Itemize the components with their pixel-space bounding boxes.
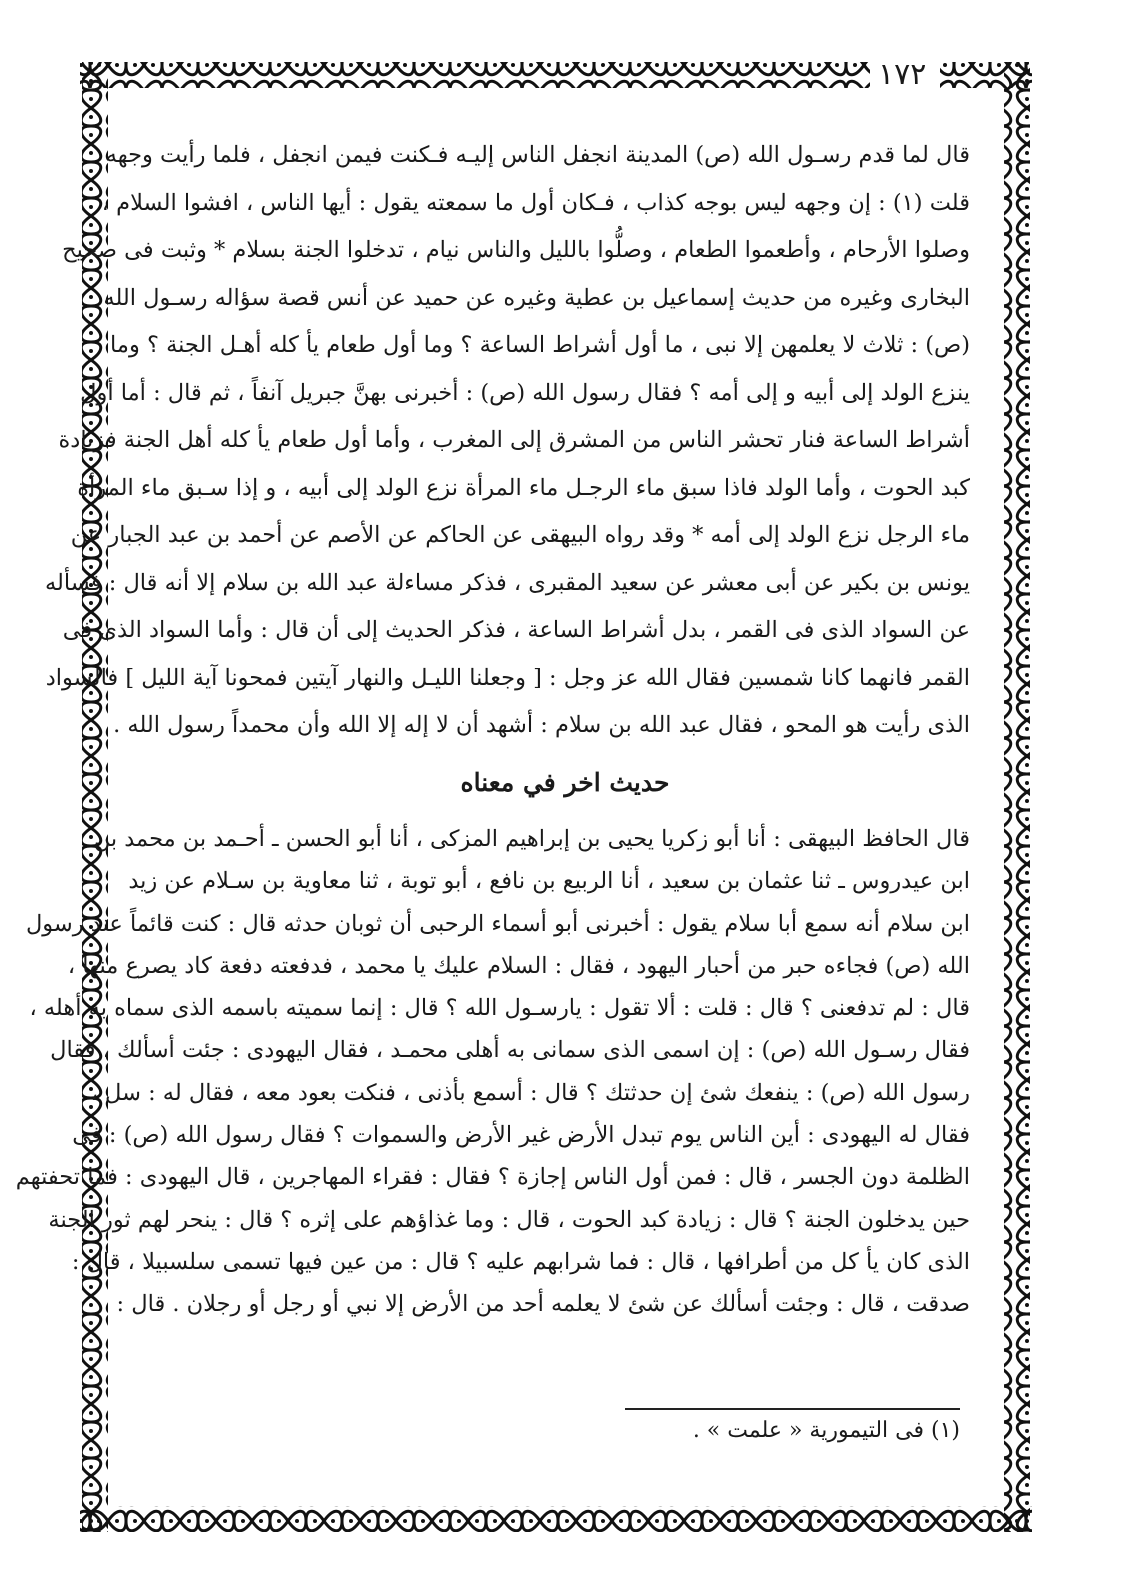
- section-heading: حديث اخر في معناه: [460, 768, 670, 797]
- text-line: فقال رسـول الله (ص) : إن اسمى الذى سمانى به أهلى محمـد ، فقال اليهودى : جئت أسألك ، فقال: [50, 1037, 970, 1064]
- text-line: قال الحافظ البيهقى : أنا أبو زكريا يحيى بن إبراهيم المزكى ، أنا أبو الحسن ـ أحـمد بن محمد بن: [93, 826, 970, 852]
- paragraph-2: [15, 818, 970, 1326]
- text-line: فقال له اليهودى : أين الناس يوم تبدل الأرض غير الأرض والسموات ؟ فقال رسول الله (ص) : فى: [72, 1122, 970, 1149]
- text-line: قال : لم تدفعنى ؟ قال : قلت : ألا تقول : يارسـول الله ؟ قال : إنما سميته باسمه الذى سماه به أهله ،: [29, 995, 970, 1022]
- text-line: عن السواد الذى فى القمر ، بدل أشراط الساعة ، فذكر الحديث إلى أن قال : وأما السواد الذى فى: [62, 617, 970, 643]
- paragraph-1: [44, 132, 970, 750]
- border-bottom: [80, 1506, 1032, 1532]
- border-right: [1004, 62, 1030, 1532]
- text-line: قلت (١) : إن وجهه ليس بوجه كذاب ، فـكان أول ما سمعته يقول : أيها الناس ، افشوا السلام ،: [101, 189, 970, 216]
- text-line: أشراط الساعة فنار تحشر الناس من المشرق إلى المغرب ، وأما أول طعام يأ كله أهل الجنة فزيادة: [58, 427, 970, 453]
- text-line: (ص) : ثلاث لا يعلمهن إلا نبى ، ما أول أشراط الساعة ؟ وما أول طعام يأ كله أهـل الجنة ؟ وما: [110, 332, 970, 358]
- text-line: القمر فانهما كانا شمسين فقال الله عز وجل : [ وجعلنا الليـل والنهار آيتين فمحونا آية الليل ] فالسواد: [45, 664, 970, 691]
- footnote: (١) فى التيمورية « علمت » .: [692, 1418, 960, 1443]
- text-line: البخارى وغيره من حديث إسماعيل بن عطية وغيره عن حميد عن أنس قصة سؤاله رسـول الله: [103, 284, 970, 311]
- text-line: حين يدخلون الجنة ؟ قال : زيادة كبد الحوت ، قال : وما غذاؤهم على إثره ؟ قال : ينحر لهم ثور الجنة: [48, 1206, 970, 1233]
- text-line: ابن عيدروس ـ ثنا عثمان بن سعيد ، أنا الربيع بن نافع ، أبو توبة ، ثنا معاوية بن سـلام عن زيد: [128, 868, 970, 895]
- text-line: قال لما قدم رسـول الله (ص) المدينة انجفل الناس إليـه فـكنت فيمن انجفل ، فلما رأيت وجهه: [105, 142, 970, 168]
- text-line: يونس بن بكير عن أبى معشر عن سعيد المقبرى ، فذكر مساءلة عبد الله بن سلام إلا أنه قال : فسأله: [44, 569, 970, 596]
- text-line: رسول الله (ص) : ينفعك شئ إن حدثتك ؟ قال : أسمع بأذنى ، فنكت بعود معه ، فقال له : سل ،: [90, 1079, 970, 1106]
- page-number: ١٧٢: [878, 57, 927, 92]
- footnote-divider: [625, 1408, 960, 1410]
- text-line: كبد الحوت ، وأما الولد فاذا سبق ماء الرجـل ماء المرأة نزع الولد إلى أبيه ، و إذا سـبق ماء المرأة: [77, 474, 970, 501]
- text-line: الله (ص) فجاءه حبر من أحبار اليهود ، فقال : السلام عليك يا محمد ، فدفعته دفعة كاد يصرع منها ،: [67, 952, 970, 979]
- text-line: الذى كان يأ كل من أطرافها ، قال : فما شرابهم عليه ؟ قال : من عين فيها تسمى سلسبيلا ، قال :: [71, 1248, 970, 1275]
- text-line: الذى رأيت هو المحو ، فقال عبد الله بن سلام : أشهد أن لا إله إلا الله وأن محمداً رسول الله .: [113, 712, 970, 738]
- text-line: وصلوا الأرحام ، وأطعموا الطعام ، وصلُّوا بالليل والناس نيام ، تدخلوا الجنة بسلام * وثبت فى صحيح: [62, 237, 970, 263]
- text-line: ابن سلام أنه سمع أبا سلام يقول : أخبرنى أبو أسماء الرحبى أن ثوبان حدثه قال : كنت قائماً عند رسول: [25, 910, 970, 937]
- text-line: ماء الرجل نزع الولد إلى أمه * وقد رواه البيهقى عن الحاكم عن الأصم عن أحمد بن عبد الجبار عن: [70, 522, 970, 548]
- border-top-left: [80, 62, 870, 88]
- text-line: الظلمة دون الجسر ، قال : فمن أول الناس إجازة ؟ فقال : فقراء المهاجرين ، قال اليهودى : فما تحفتهم: [15, 1164, 970, 1191]
- text-line: صدقت ، قال : وجئت أسألك عن شئ لا يعلمه أحد من الأرض إلا نبي أو رجل أو رجلان . قال :: [116, 1291, 970, 1318]
- text-line: ينزع الولد إلى أبيه و إلى أمه ؟ فقال رسول الله (ص) : أخبرنى بهنَّ جبريل آنفاً ، ثم قال : أما أول: [80, 379, 970, 406]
